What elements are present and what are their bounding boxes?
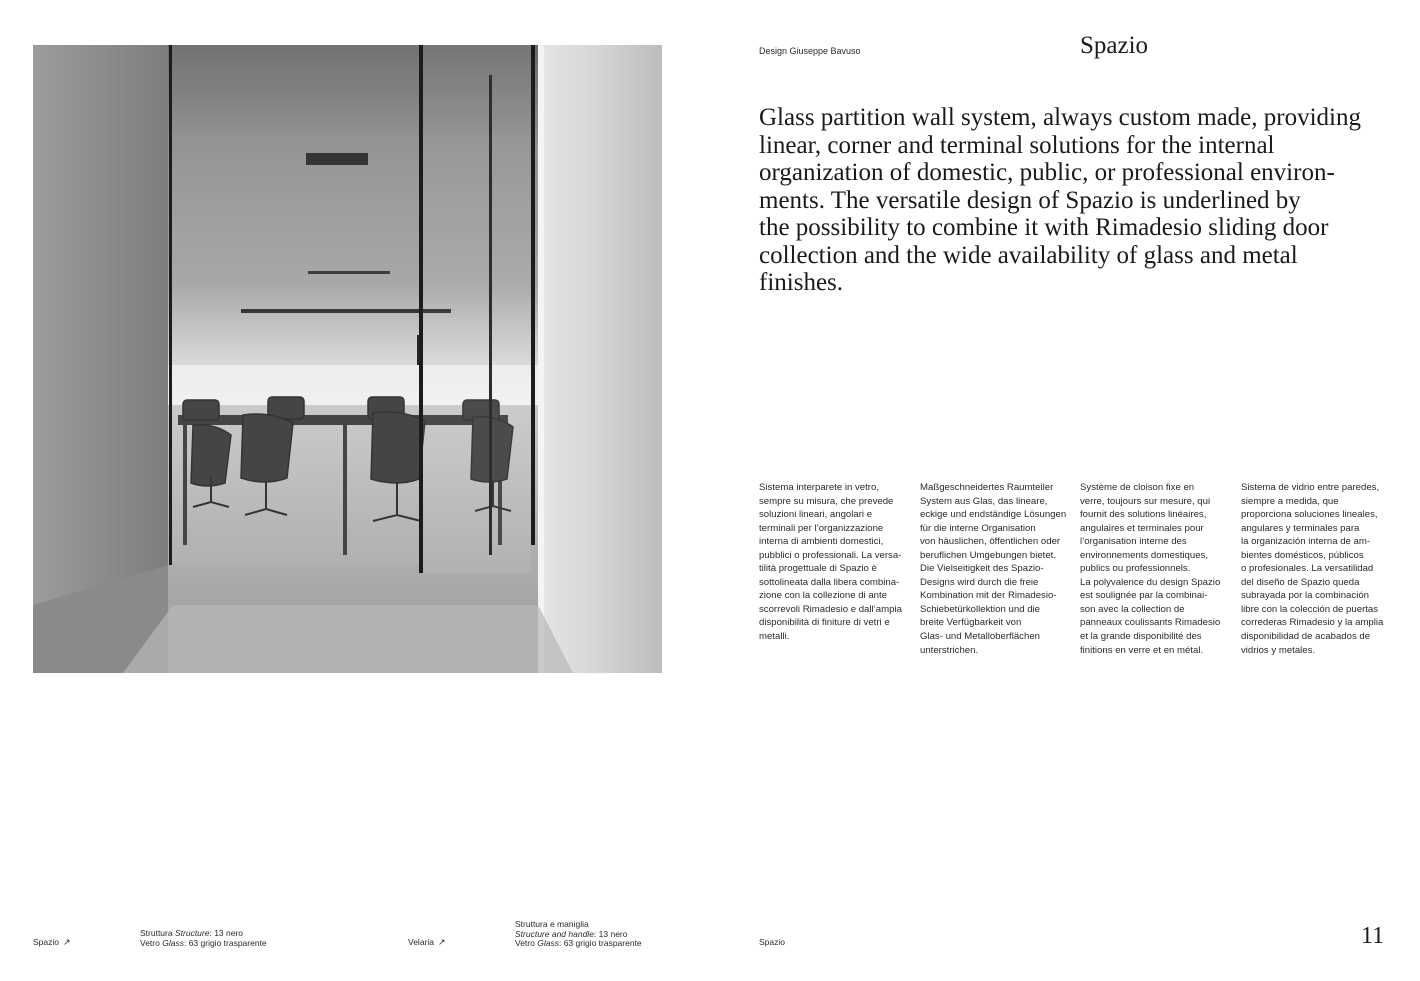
text-line: Schiebetürkollektion und die [920,603,1041,615]
intro-line: collection and the wide availability of glass and metal [759,241,1298,269]
text-line: La polyvalence du design Spazio [1080,576,1221,588]
intro-line: linear, corner and terminal solutions for the internal [759,131,1275,159]
text-line: unterstrichen. [920,644,979,656]
text-line: o profesionales. La versatilidad [1241,563,1374,575]
intro-line: the possibility to combine it with Rimadesio sliding door [759,214,1329,241]
text-line: soluzioni lineari, angolari e [759,509,873,521]
arrow-up-right-icon: ↗ [438,937,446,947]
text-line: environnements domestiques, [1080,549,1208,561]
spec-glass-line: Vetro Glass: 63 grigio trasparente [140,937,267,948]
spazio-finish-specs [140,929,267,948]
text-line: Die Vielseitigkeit des Spazio- [920,563,1044,575]
text-line: fournit des solutions linéaires, [1080,509,1207,521]
text-line: angulares y terminales para [1241,522,1360,534]
text-line: siempre a medida, que [1241,495,1339,507]
text-line: Kombination mit der Rimadesio- [920,590,1057,602]
text-line: sottolineata dalla libera combina- [759,576,900,588]
text-line: für die interne Organisation [920,522,1036,534]
spazio-link-label: Spazio [33,937,59,947]
text-line: bientes domésticos, públicos [1241,549,1364,561]
text-line: scorrevoli Rimadesio e dall’ampia [759,603,902,615]
text-line: l’organisation interne des [1080,536,1187,548]
text-line: libre con la colección de puertas [1241,603,1379,615]
description-italian [759,481,911,644]
text-line: est soulignée par la combinai- [1080,590,1208,602]
spazio-product-link[interactable] [33,938,71,948]
velaria-product-link[interactable] [408,938,446,948]
text-line: tilità progettuale di Spazio è [759,563,877,575]
text-line: correderas Rimadesio y la amplia [1241,617,1384,629]
text-line: von häuslichen, öffentlichen oder [920,536,1061,548]
text-line: metalli. [759,631,790,643]
spec-structure-line: Struttura Structure: 13 nero [140,928,244,938]
description-spanish [1241,481,1393,657]
intro-line: finishes. [759,269,844,296]
text-line: System aus Glas, das lineare, [920,495,1048,507]
arrow-up-right-icon: ↗ [63,937,71,947]
intro-line: ments. The versatile design of Spazio is underlined by [759,186,1301,214]
text-line: panneaux coulissants Rimadesio [1080,617,1221,629]
designer-credit: Design Giuseppe Bavuso [759,46,861,56]
text-line: zione con la collezione di ante [759,590,888,602]
text-line: finitions en verre et en métal. [1080,644,1204,656]
spec-structure-line-en: Structure and handle: 13 nero [515,928,628,939]
text-line: et la grande disponibilité des [1080,631,1202,643]
intro-line: Glass partition wall system, always custom made, providing [759,104,1361,131]
text-line: verre, toujours sur mesure, qui [1080,495,1211,507]
text-line: Designs wird durch die freie [920,576,1039,588]
conference-room-photo [33,45,662,673]
text-line: subrayada por la combinación [1241,590,1369,602]
text-line: Glas- und Metalloberflächen [920,631,1040,643]
text-line: proporciona soluciones lineales, [1241,509,1378,521]
text-line: angulaires et terminales pour [1080,522,1204,534]
description-french [1080,481,1232,657]
page-number: 11 [1361,923,1385,949]
text-line: Maßgeschneidertes Raumteiler [920,482,1054,493]
text-line: son avec la collection de [1080,603,1185,615]
text-line: vidrios y metales. [1241,644,1316,656]
text-line: sempre su misura, che prevede [759,495,894,507]
text-line: del diseño de Spazio queda [1241,576,1360,588]
spec-glass-line: Vetro Glass: 63 grigio trasparente [515,938,642,949]
section-label: Spazio [759,937,785,947]
velaria-finish-specs [515,920,642,949]
spec-structure-line: Struttura e maniglia [515,919,589,929]
text-line: beruflichen Umgebungen bietet. [920,549,1057,561]
text-line: pubblici o professionali. La versa- [759,549,902,561]
product-title: Spazio [1080,32,1149,59]
description-german [920,481,1072,657]
text-line: disponibilidad de acabados de [1241,631,1371,643]
text-line: Sistema de vidrio entre paredes, [1241,482,1380,493]
intro-line: organization of domestic, public, or professional environ- [759,159,1335,186]
text-line: la organización interna de am- [1241,536,1371,548]
text-line: eckige und endständige Lösungen [920,509,1067,521]
text-line: Système de cloison fixe en [1080,482,1195,493]
text-line: publics ou professionnels. [1080,563,1191,575]
velaria-link-label: Velaria [408,937,434,947]
text-line: Sistema interparete in vetro, [759,482,879,493]
text-line: interna di ambienti domestici, [759,536,884,548]
text-line: terminali per l’organizzazione [759,522,884,534]
intro-paragraph-english [759,104,1399,297]
text-line: breite Verfügbarkeit von [920,617,1022,629]
text-line: disponibilità di finiture di vetri e [759,617,890,629]
